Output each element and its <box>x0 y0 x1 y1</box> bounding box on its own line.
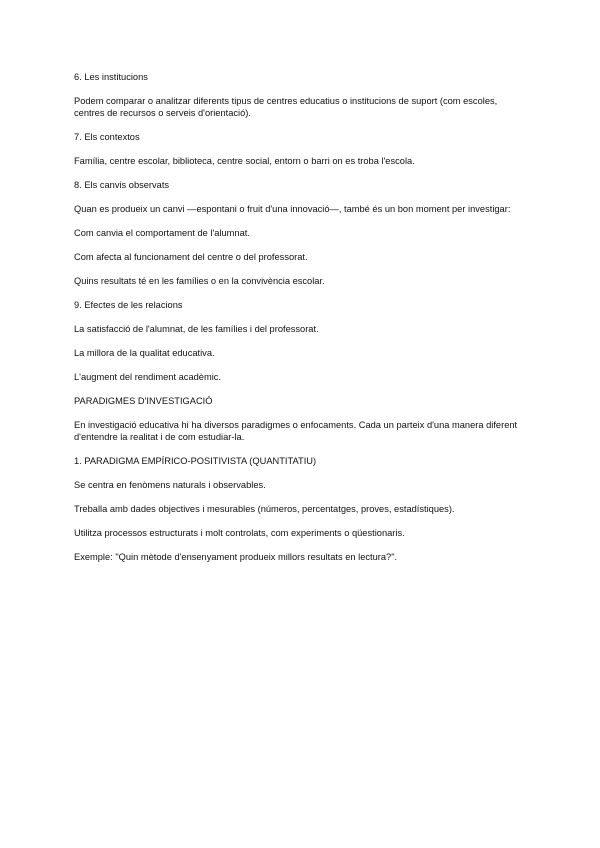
paragraph-efectes-millora: La millora de la qualitat educativa. <box>74 348 215 358</box>
paragraph-canvis-families: Quins resultats té en les famílies o en la convivència escolar. <box>74 276 325 286</box>
paragraph-paradigmes-intro: En investigació educativa hi ha diversos paradigmes o enfocaments. Cada un parteix d'una manera diferent d'entendre la realitat i de com estudiar-la. <box>74 420 518 442</box>
paragraph-empiric-exemple: Exemple: "Quin mètode d'ensenyament produeix millors resultats en lectura?". <box>74 552 398 562</box>
paragraph-contextos: Família, centre escolar, biblioteca, centre social, entorn o barri on es troba l'escola. <box>74 156 415 166</box>
document-body <box>74 71 524 575</box>
paragraph-efectes-rendiment: L'augment del rendiment acadèmic. <box>74 372 221 382</box>
section-heading-institucions: 6. Les institucions <box>74 72 148 82</box>
section-heading-paradigmes: PARADIGMES D'INVESTIGACIÓ <box>74 396 213 406</box>
paragraph-efectes-satisfaccio: La satisfacció de l'alumnat, de les famílies i del professorat. <box>74 324 319 334</box>
section-heading-contextos: 7. Els contextos <box>74 132 140 142</box>
paragraph-canvis-intro: Quan es produeix un canvi —espontani o fruit d'una innovació—, també és un bon moment per investigar: <box>74 204 511 214</box>
section-heading-efectes: 9. Efectes de les relacions <box>74 300 183 310</box>
section-heading-paradigma-empiric: 1. PARADIGMA EMPÍRICO-POSITIVISTA (QUANTITATIU) <box>74 456 317 466</box>
paragraph-empiric-fenomens: Se centra en fenòmens naturals i observables. <box>74 480 266 490</box>
paragraph-empiric-dades: Treballa amb dades objectives i mesurables (números, percentatges, proves, estadístiques). <box>74 504 455 514</box>
paragraph-institucions: Podem comparar o analitzar diferents tipus de centres educatius o institucions de suport (com escoles, centres de recursos o serveis d'orientació). <box>74 96 498 118</box>
paragraph-canvis-centre: Com afecta al funcionament del centre o del professorat. <box>74 252 308 262</box>
paragraph-canvis-alumnat: Com canvia el comportament de l'alumnat. <box>74 228 250 238</box>
paragraph-empiric-processos: Utilitza processos estructurats i molt controlats, com experiments o qüestionaris. <box>74 528 405 538</box>
section-heading-canvis: 8. Els canvis observats <box>74 180 170 190</box>
